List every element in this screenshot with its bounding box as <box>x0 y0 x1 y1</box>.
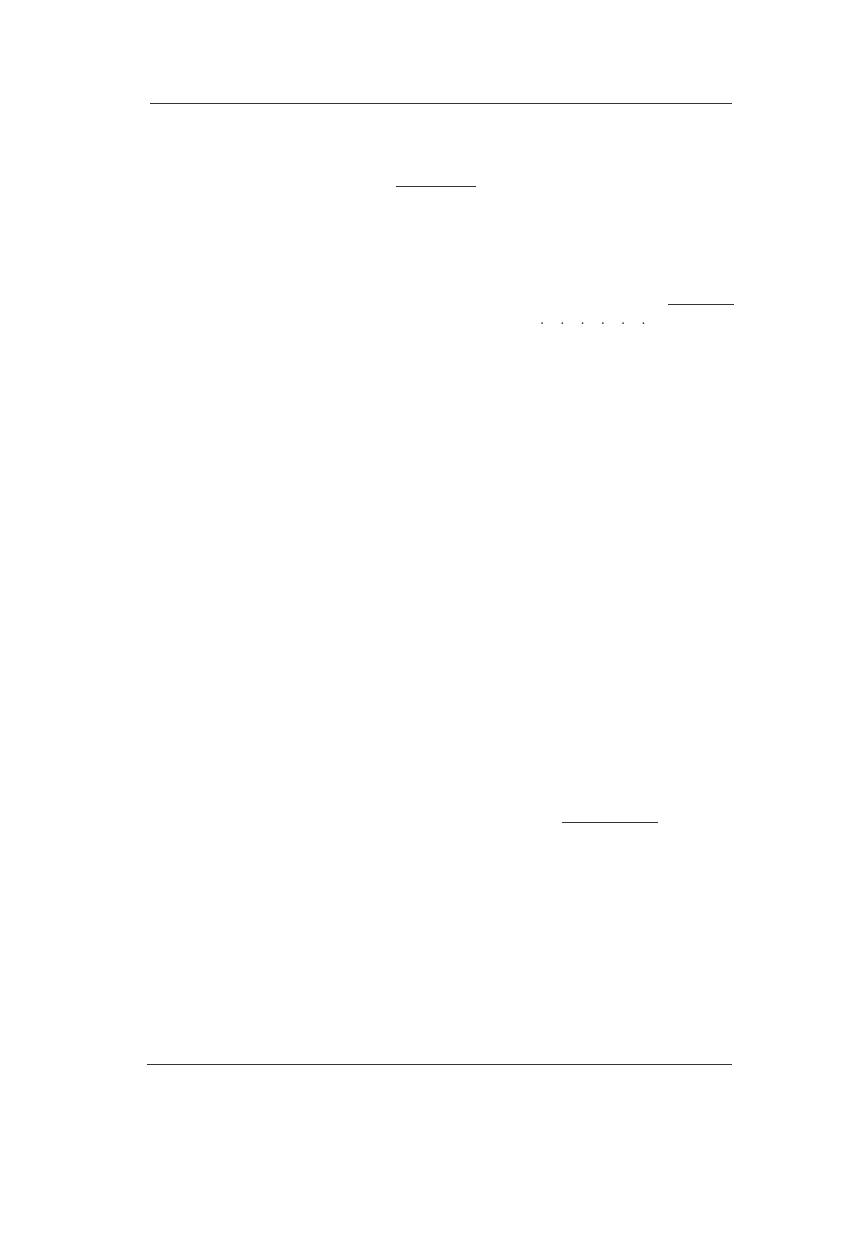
footer-rule <box>147 1064 732 1065</box>
balance-row <box>0 833 850 849</box>
title-underline <box>396 186 476 187</box>
leader-dots: . . . . . . <box>540 313 652 328</box>
cargo-total-rule <box>668 304 734 305</box>
header-rule <box>150 103 732 104</box>
cargo-total-row <box>0 313 850 329</box>
data-total-rule <box>562 822 658 823</box>
